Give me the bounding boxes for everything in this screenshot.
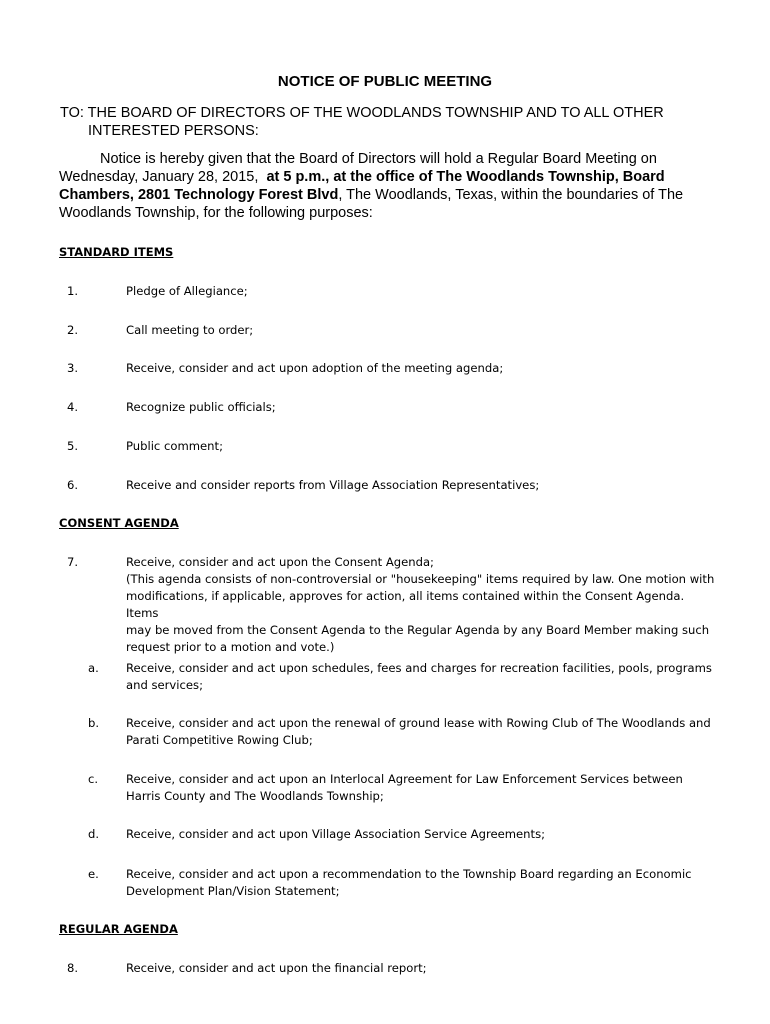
notice-paragraph	[59, 150, 699, 222]
item-line: (This agenda consists of non-controversial or "housekeeping" items required by law. One motion with	[126, 572, 715, 586]
item-line: Receive, consider and act upon Village Association Service Agreements;	[126, 827, 546, 841]
item-line: Call meeting to order;	[126, 323, 254, 337]
meeting-address: Chambers, 2801 Technology Forest Blvd	[59, 187, 339, 203]
item-text	[126, 960, 716, 977]
item-text	[126, 715, 716, 749]
item-line: Receive, consider and act upon the Consent Agenda;	[126, 555, 434, 569]
item-text	[126, 283, 716, 300]
item-text	[126, 322, 716, 339]
item-line: Receive and consider reports from Village Association Representatives;	[126, 478, 540, 492]
item-line: Receive, consider and act upon adoption of the meeting agenda;	[126, 361, 504, 375]
notice-line-3	[59, 186, 699, 204]
item-line: Pledge of Allegiance;	[126, 284, 248, 298]
item-line: Receive, consider and act upon the renewal of ground lease with Rowing Club of The Woodlands and	[126, 716, 711, 730]
item-line: request prior to a motion and vote.)	[126, 640, 335, 654]
item-text	[126, 399, 716, 416]
meeting-date: Wednesday, January 28, 2015,	[59, 169, 259, 185]
item-line: Development Plan/Vision Statement;	[126, 884, 340, 898]
item-line: Parati Competitive Rowing Club;	[126, 733, 313, 747]
addressee-line-2: INTERESTED PERSONS:	[88, 123, 259, 139]
item-number: 7.	[67, 555, 79, 569]
item-text	[126, 438, 716, 455]
item-number: 6.	[67, 478, 79, 492]
item-line: may be moved from the Consent Agenda to the Regular Agenda by any Board Member making such	[126, 623, 710, 637]
item-number: 2.	[67, 323, 79, 337]
item-text	[126, 554, 716, 656]
item-line: Receive, consider and act upon a recommendation to the Township Board regarding an Economic	[126, 867, 692, 881]
item-line: Receive, consider and act upon an Interlocal Agreement for Law Enforcement Services between	[126, 772, 683, 786]
item-text	[126, 826, 716, 843]
meeting-time-location: at 5 p.m., at the office of The Woodlands Township, Board	[266, 169, 665, 185]
item-text	[126, 360, 716, 377]
item-letter: c.	[88, 772, 99, 786]
meeting-city: , The Woodlands, Texas, within the boundaries of The	[338, 187, 684, 203]
consent-agenda-heading: CONSENT AGENDA	[59, 516, 179, 530]
item-line: Recognize public officials;	[126, 400, 276, 414]
item-line: and services;	[126, 678, 203, 692]
item-text	[126, 660, 716, 694]
item-line: Receive, consider and act upon the financial report;	[126, 961, 427, 975]
item-letter: b.	[88, 716, 100, 730]
item-text	[126, 771, 716, 805]
item-letter: e.	[88, 867, 99, 881]
addressee-block	[60, 104, 680, 140]
item-line: Harris County and The Woodlands Township;	[126, 789, 384, 803]
document-title: NOTICE OF PUBLIC MEETING	[277, 73, 493, 90]
standard-items-heading: STANDARD ITEMS	[59, 245, 174, 259]
item-number: 4.	[67, 400, 79, 414]
notice-line-2	[59, 168, 699, 186]
item-line: Public comment;	[126, 439, 223, 453]
item-number: 3.	[67, 361, 79, 375]
item-number: 5.	[67, 439, 79, 453]
item-number: 8.	[67, 961, 79, 975]
notice-line-1: Notice is hereby given that the Board of Directors will hold a Regular Board Meeting on	[100, 151, 657, 167]
item-letter: d.	[88, 827, 100, 841]
notice-line-4: Woodlands Township, for the following purposes:	[59, 205, 373, 221]
item-line: Receive, consider and act upon schedules, fees and charges for recreation facilities, pools, programs	[126, 661, 712, 675]
item-text	[126, 866, 716, 900]
addressee-line-1: TO: THE BOARD OF DIRECTORS OF THE WOODLANDS TOWNSHIP AND TO ALL OTHER	[60, 105, 664, 121]
item-line: modifications, if applicable, approves for action, all items contained within the Consent Agenda. Items	[126, 589, 685, 620]
regular-agenda-heading: REGULAR AGENDA	[59, 922, 178, 936]
item-letter: a.	[88, 661, 99, 675]
item-number: 1.	[67, 284, 79, 298]
item-text	[126, 477, 716, 494]
